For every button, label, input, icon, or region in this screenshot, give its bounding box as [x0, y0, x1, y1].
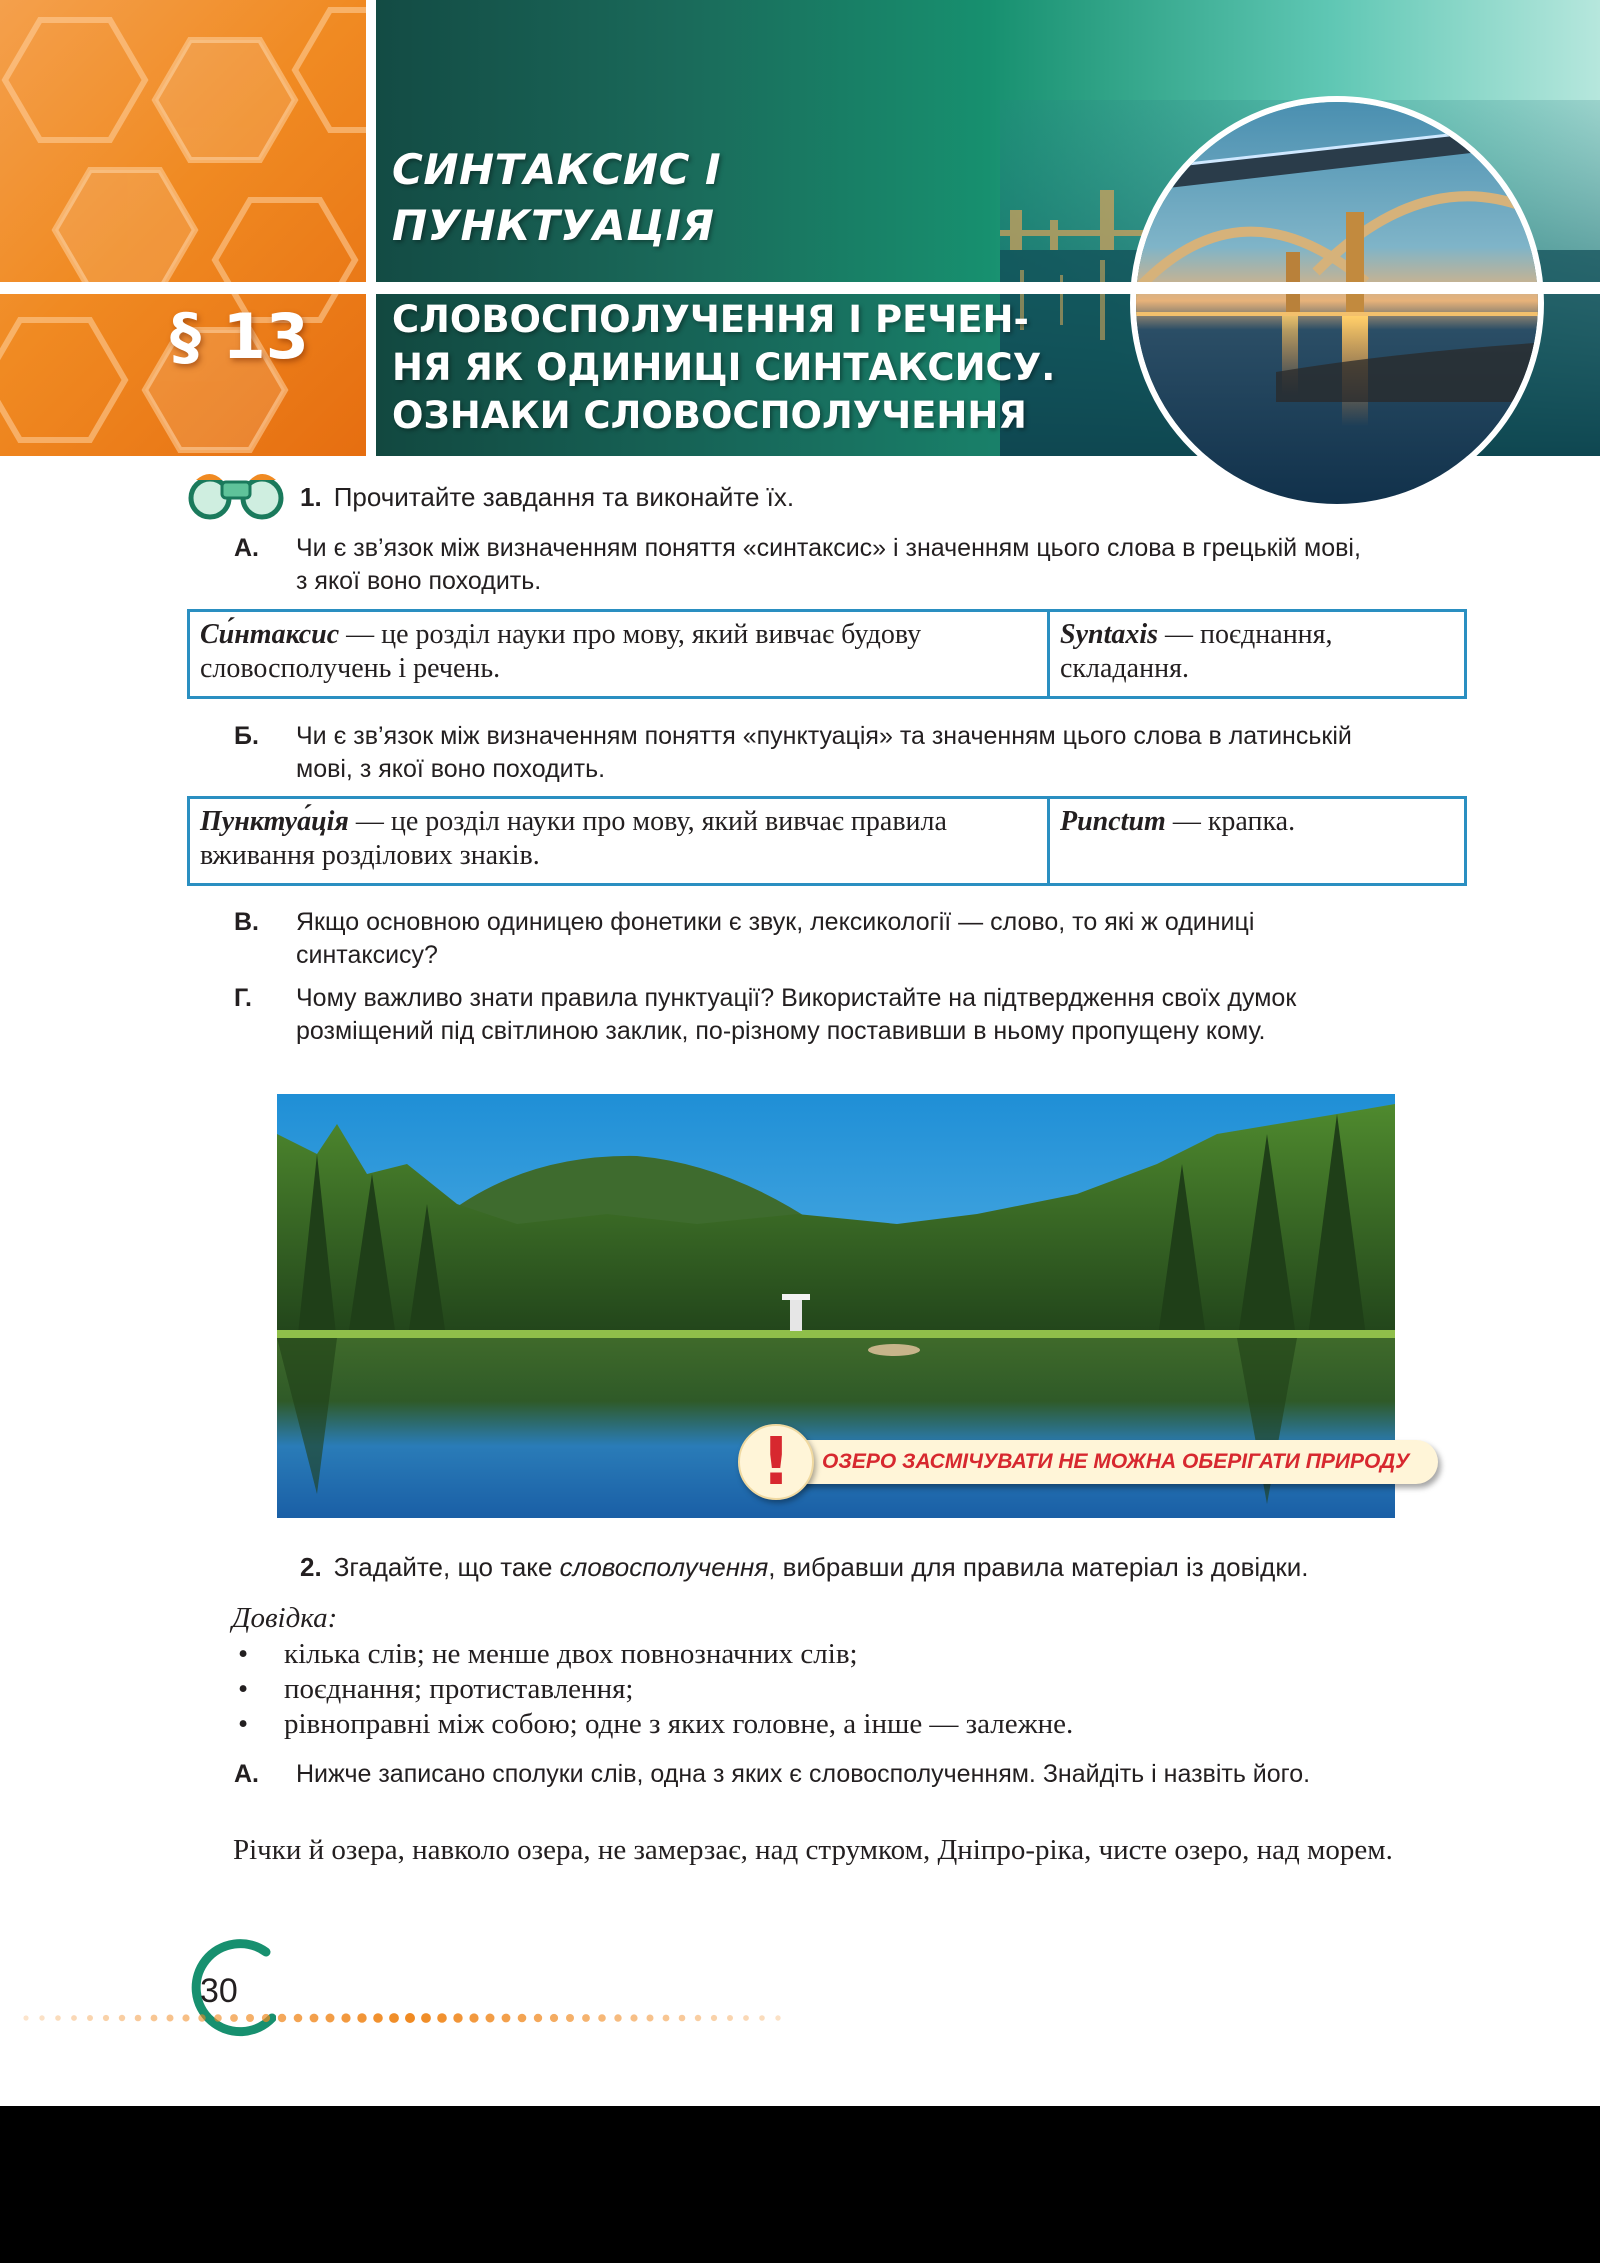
origin-meaning: — поєднання, складання. — [1060, 619, 1333, 684]
photo-caption: ОЗЕРО ЗАСМІЧУВАТИ НЕ МОЖНА ОБЕРІГАТИ ПРИРОДУ — [822, 1450, 1410, 1473]
section-title-line: СИНТАКСИС І — [392, 145, 722, 194]
task-number: 1. — [300, 482, 322, 512]
bridge-photo-circle — [1130, 96, 1544, 510]
decorative-dot — [759, 2015, 765, 2021]
warning-callout — [738, 1424, 1450, 1498]
item-letter: А. — [234, 1760, 259, 1788]
decorative-dot — [469, 2013, 478, 2022]
decorative-dot — [614, 2014, 621, 2021]
decorative-dot — [198, 2014, 205, 2021]
hexagon-pattern — [0, 0, 366, 456]
term: Си́нтаксис — [200, 619, 340, 650]
decorative-dot — [230, 2014, 238, 2022]
task-2-item-a — [234, 1758, 1364, 1791]
definition: — це розділ науки про мову, який вивчає будову словосполучень і речень. — [200, 619, 922, 684]
decorative-dot — [502, 2014, 511, 2023]
reference-list — [238, 1637, 1073, 1742]
origin-cell — [1050, 612, 1464, 696]
decorative-dot — [486, 2014, 495, 2023]
lesson-title-line: НЯ ЯК ОДИНИЦІ СИНТАКСИСУ. — [392, 346, 1056, 389]
decorative-dot — [389, 2013, 399, 2023]
lesson-title-line: СЛОВОСПОЛУЧЕННЯ І РЕЧЕН- — [392, 298, 1029, 341]
decorative-dot — [357, 2013, 366, 2022]
list-item: • кілька слів; не менше двох повнозначних слів; — [238, 1637, 1073, 1672]
decorative-dot — [167, 2015, 174, 2022]
item-letter: Б. — [234, 722, 259, 750]
reference-label: Довідка: — [232, 1602, 338, 1634]
decorative-dot — [421, 2013, 431, 2023]
origin-cell — [1050, 799, 1464, 883]
task-item-v — [234, 906, 1364, 972]
decorative-dot — [775, 2015, 780, 2020]
task-text-italic: словосполучення — [559, 1552, 769, 1582]
decorative-dot — [437, 2013, 447, 2023]
decorative-dot — [711, 2015, 717, 2021]
lesson-title — [392, 296, 1055, 440]
decorative-dot — [151, 2015, 158, 2022]
origin-term: Syntaxis — [1060, 619, 1159, 650]
decorative-dot — [727, 2015, 733, 2021]
item-text: Нижче записано сполуки слів, одна з яких є словосполученням. Знайдіть і назвіть його. — [296, 1760, 1311, 1788]
decorative-dot — [71, 2015, 77, 2021]
decorative-dot — [326, 2014, 335, 2023]
decorative-dot — [39, 2015, 44, 2020]
decorative-dot — [695, 2015, 701, 2021]
item-text: Чому важливо знати правила пунктуації? Використайте на підтвердження своїх думок розміщений під світлиною заклик, по-різному поставивши в ньому пропущену кому. — [296, 984, 1297, 1045]
term: Пунктуа́ція — [200, 806, 349, 837]
decorative-dot — [310, 2014, 319, 2023]
decorative-dot — [182, 2014, 189, 2021]
decorative-dot — [278, 2014, 286, 2022]
decorative-dot — [550, 2014, 558, 2022]
decorative-dot — [647, 2015, 654, 2022]
section-title-line: ПУНКТУАЦІЯ — [392, 201, 715, 250]
page-number: 30 — [200, 1972, 238, 2010]
scan-border — [0, 2106, 1600, 2263]
header-divider-vertical — [366, 0, 376, 456]
decorative-dots — [20, 2012, 800, 2024]
header-divider-horizontal — [0, 282, 1600, 294]
item-text: Чи є зв’язок між визначенням поняття «синтаксис» і значенням цього слова в грецькій мові, з якої воно походить. — [296, 534, 1361, 595]
exclamation-icon: ! — [760, 1423, 792, 1500]
task-1-heading — [300, 482, 794, 513]
decorative-dot — [743, 2015, 749, 2021]
decorative-dot — [534, 2014, 542, 2022]
decorative-dot — [630, 2014, 637, 2021]
word-combinations-paragraph: Річки й озера, навколо озера, не замерзає, над струмком, Дніпро-ріка, чисте озеро, над морем. — [233, 1834, 1393, 1866]
decorative-dot — [453, 2013, 462, 2022]
task-item-a — [234, 532, 1364, 598]
origin-meaning: — крапка. — [1165, 806, 1296, 837]
decorative-dot — [598, 2014, 606, 2022]
decorative-dot — [566, 2014, 574, 2022]
decorative-dot — [87, 2015, 93, 2021]
item-letter: В. — [234, 908, 259, 936]
task-text-after: , вибравши для правила матеріал із довідки. — [768, 1552, 1309, 1582]
decorative-dot — [582, 2014, 590, 2022]
paragraph-number: § 13 — [170, 300, 309, 373]
item-text: Якщо основною одиницею фонетики є звук, лексикології — слово, то які ж одиниці синтаксису? — [296, 908, 1255, 969]
lesson-title-line: ОЗНАКИ СЛОВОСПОЛУЧЕННЯ — [392, 394, 1027, 437]
header-orange-panel — [0, 0, 366, 456]
decorative-dot — [119, 2015, 125, 2021]
task-text-before: Згадайте, що таке — [333, 1552, 560, 1582]
binoculars-icon — [186, 468, 286, 522]
decorative-dot — [341, 2013, 350, 2022]
decorative-dot — [55, 2015, 61, 2021]
decorative-dot — [246, 2014, 254, 2022]
section-title — [392, 142, 721, 254]
decorative-dot — [518, 2014, 527, 2023]
definition-table-punctuation — [187, 796, 1467, 886]
list-item: • поєднання; протиставлення; — [238, 1672, 1073, 1707]
definition-cell — [190, 612, 1050, 696]
decorative-dot — [405, 2013, 415, 2023]
task-item-g — [234, 982, 1364, 1048]
decorative-dot — [262, 2014, 270, 2022]
definition: — це розділ науки про мову, який вивчає правила вживання розділових знаків. — [200, 806, 947, 871]
decorative-dot — [679, 2015, 686, 2022]
decorative-dot — [103, 2015, 109, 2021]
decorative-dot — [23, 2015, 28, 2020]
decorative-dot — [294, 2014, 303, 2023]
decorative-dot — [373, 2013, 383, 2023]
origin-term: Punctum — [1060, 806, 1166, 837]
task-item-b — [234, 720, 1364, 786]
item-letter: Г. — [234, 984, 252, 1012]
task-text: Прочитайте завдання та виконайте їх. — [333, 482, 795, 512]
task-2-heading — [300, 1552, 1308, 1583]
decorative-dot — [214, 2014, 222, 2022]
list-item: • рівноправні між собою; одне з яких головне, а інше — залежне. — [238, 1707, 1073, 1742]
definition-cell — [190, 799, 1050, 883]
definition-table-syntax — [187, 609, 1467, 699]
item-text: Чи є зв’язок між визначенням поняття «пунктуація» та значенням цього слова в латинській мові, з якої воно походить. — [296, 722, 1352, 783]
task-number: 2. — [300, 1552, 322, 1582]
decorative-dot — [135, 2015, 142, 2022]
item-letter: А. — [234, 534, 259, 562]
decorative-dot — [663, 2015, 670, 2022]
